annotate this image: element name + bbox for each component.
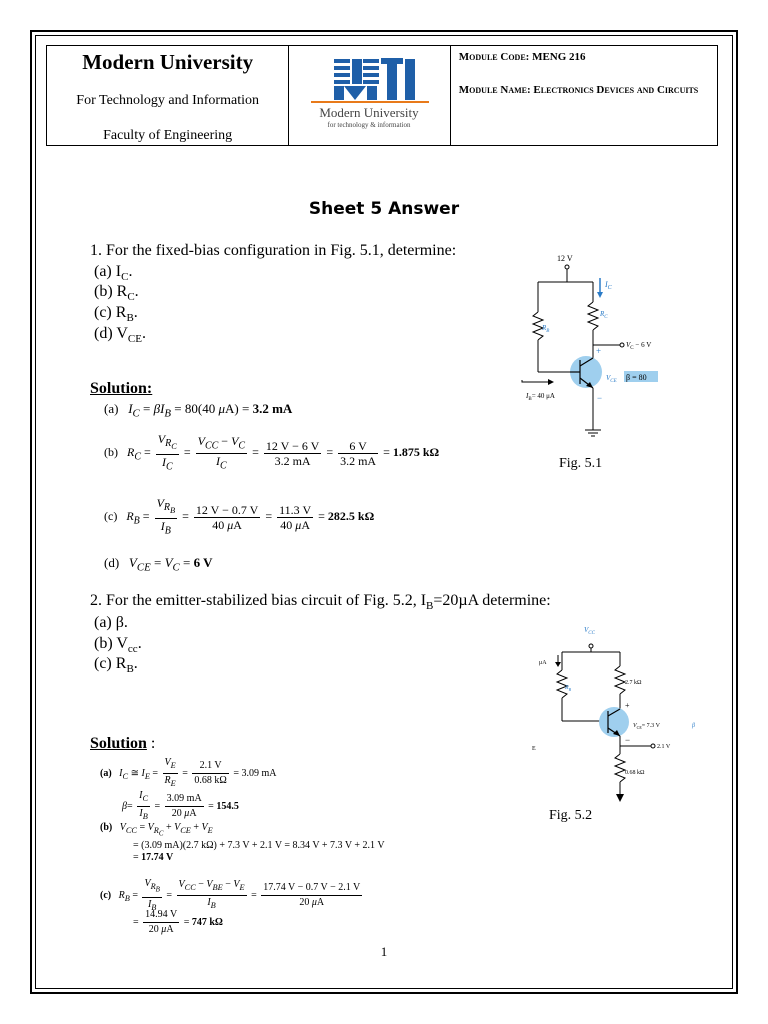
q1-eq-b: (b) $R_C$ = $\frac{V_{R_C}}{I_C}$ = $\frac{V_{CC} - V_C}{I_C}$ = $\frac{12 V - 6 V}{3.2 mA}$ = $\frac{6 V}{3.2 mA}$ = 1.875 kΩ	[104, 432, 440, 473]
module-name: Module Name: Electronics Devices and Circuits	[458, 84, 699, 96]
svg-text:IB= 40 μA: $I_B= 40$ μA	[526, 392, 555, 402]
header-university-cell	[47, 46, 289, 145]
fig-5-1-caption: Fig. 5.1	[559, 456, 603, 471]
sheet-title: Sheet 5 Answer	[308, 199, 460, 219]
q1-text: 1. For the fixed-bias configuration in Fig. 5.1, determine:	[90, 242, 457, 259]
q2-part-b: (b) $V_{cc}$.	[94, 635, 142, 656]
q2-eq-c1: (c) $R_B$ = $\frac{V_{R_B}}{I_B}$ = $\frac{V_{CC} - V_{BE} - V_E}{I_B}$ = $\frac{17.74 V - 0.7 V - 2.1 V}{20 \mu A}$	[100, 878, 361, 912]
svg-text:+: +	[596, 346, 602, 356]
module-code: Module Code: MENG 216	[458, 51, 586, 63]
svg-text:β: β	[692, 723, 695, 729]
fig-5-2-circuit	[530, 622, 705, 807]
svg-text:2.7 kΩ: 2.7 kΩ	[625, 680, 642, 686]
q2-eq-a1: (a) $I_C$ ≅ $I_E$ = $\frac{V_E}{R_E}$ = $\frac{2.1 V}{0.68 k\Omega}$ = 3.09 mA	[100, 757, 277, 788]
svg-text:β = 80: β = 80	[626, 373, 647, 382]
svg-text:RC: $R_C$	[600, 310, 608, 320]
university-name: Modern University	[82, 50, 254, 74]
university-subtitle: For Technology and Information	[76, 93, 259, 108]
svg-text:RB: $R_B$	[542, 324, 550, 334]
fig-5-2-caption: Fig. 5.2	[549, 808, 593, 823]
svg-text:−: −	[597, 393, 603, 403]
svg-text:VCE= 7.3 V: $V_{CE}= 7.3$ V	[633, 723, 660, 730]
q2-solution-label: Solution :	[90, 735, 156, 752]
q1-eq-a: (a) $I_C = \beta I_B = 80(40$ μA) = 3.2 mA	[104, 401, 293, 420]
svg-text:12 V: 12 V	[557, 254, 573, 263]
logo-tagline: for technology & information	[327, 121, 411, 129]
svg-text:VCE: $V_{CE}$	[606, 374, 617, 384]
svg-text:E: E	[532, 746, 536, 752]
fig-5-1-circuit	[520, 250, 670, 445]
svg-text:−: −	[625, 735, 631, 745]
page-number: 1	[380, 944, 388, 959]
svg-text:+: +	[625, 701, 630, 710]
svg-text:RB: $R_B$	[565, 685, 572, 692]
svg-text:VC − 6 V: $V_C - 6$ V	[626, 341, 652, 351]
q2-eq-c2: = $\frac{14.94 V}{20 \mu A}$ = 747 kΩ	[133, 909, 223, 935]
svg-text:μA: μA	[539, 660, 547, 666]
q2-eq-a2: β= $\frac{I_C}{I_B}$ = $\frac{3.09 mA}{20 \mu A}$ = 154.5	[122, 790, 239, 821]
q2-text: 2. For the emitter-stabilized bias circuit of Fig. 5.2, $I_B=20\mu A$ determine:	[90, 592, 551, 613]
mti-logo	[289, 46, 449, 145]
q1-part-c: (c) $R_B$.	[94, 304, 138, 325]
header-table	[46, 45, 718, 146]
q2-eq-b: (b) $V_{CC} = V_{R_C} + V_{CE} + V_E$ = (3.09 mA)(2.7 kΩ) + 7.3 V + 2.1 V = 8.34 V + 7.3 V + 2.1 V = 17.74 V	[100, 822, 385, 863]
q1-eq-c: (c) $R_B$ = $\frac{V_{R_B}}{I_B}$ = $\frac{12 V - 0.7 V}{40 \mu A}$ = $\frac{11.3 V}{40 \mu A}$ = 282.5 kΩ	[104, 496, 375, 537]
svg-text:VCC: $V_{CC}$	[584, 626, 595, 636]
q2-part-a: (a) β.	[94, 614, 128, 631]
header-logo-cell	[289, 46, 451, 145]
header-module-cell	[451, 46, 717, 145]
svg-text:IC: $I_C$	[605, 280, 612, 291]
q1-part-b: (b) $R_C$.	[94, 283, 139, 304]
svg-text:2.1 V: 2.1 V	[657, 744, 671, 750]
svg-text:0.68 kΩ: 0.68 kΩ	[625, 770, 645, 776]
q1-eq-d: (d) $V_{CE} = V_C = 6$ V	[104, 555, 213, 574]
q1-part-a: (a) $I_C$.	[94, 263, 133, 284]
q2-part-c: (c) $R_B$.	[94, 655, 138, 676]
q1-solution-label: Solution:	[90, 380, 153, 397]
q1-part-d: (d) $V_{CE}$.	[94, 325, 146, 346]
logo-text: Modern University	[319, 105, 419, 120]
faculty-name: Faculty of Engineering	[103, 128, 233, 143]
